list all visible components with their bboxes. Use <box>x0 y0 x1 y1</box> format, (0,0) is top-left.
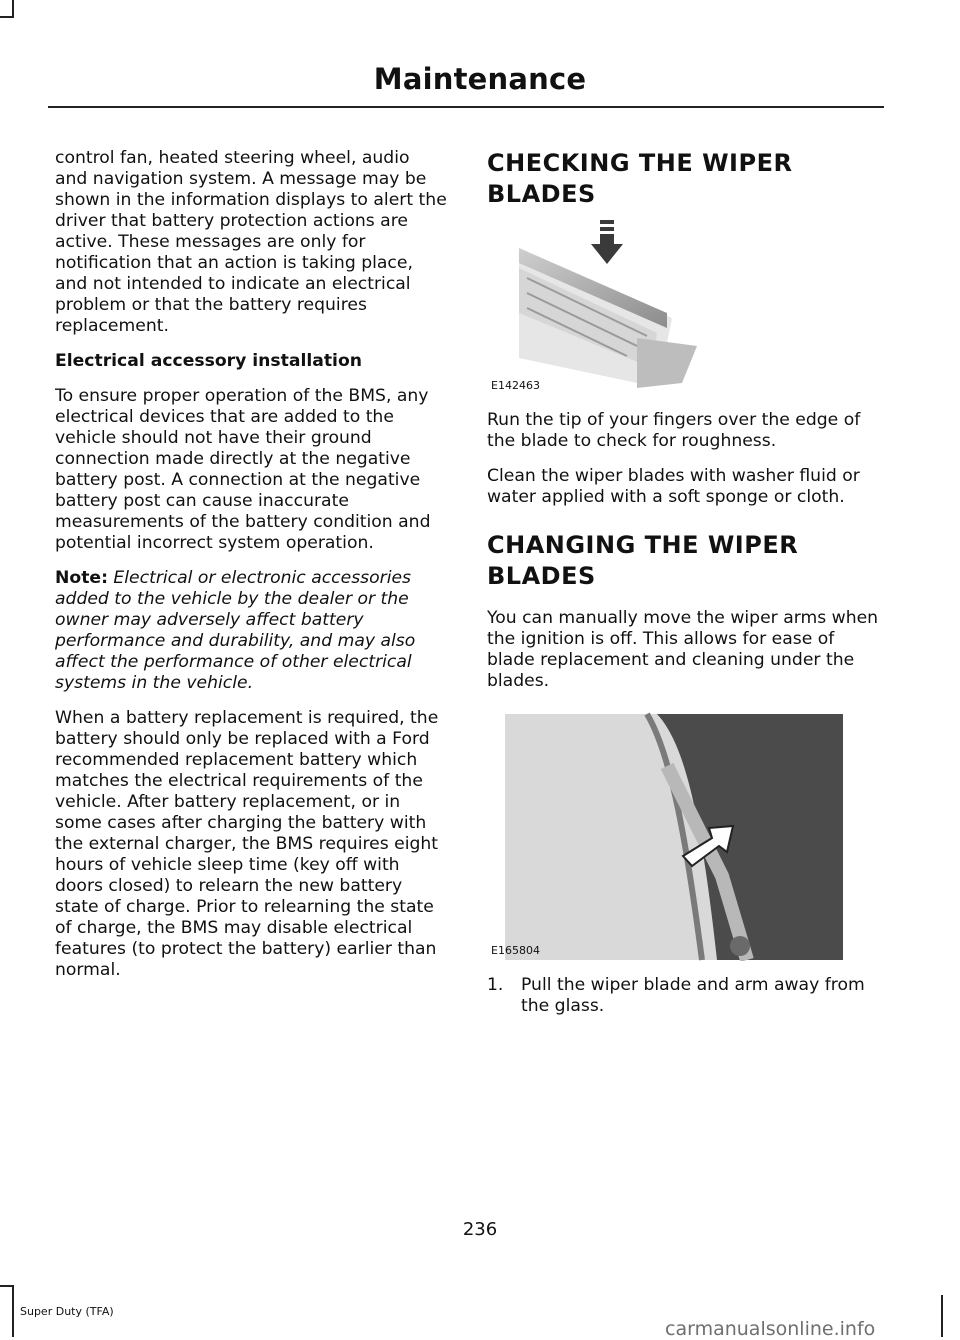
wiper-blade-illustration <box>487 218 702 396</box>
paragraph: control fan, heated steering wheel, audio and navigation system. A message may be shown in the information displays to alert the driver that battery protection actions are active. These messages are only for notification that an action is taking place, and not intended to indicate an electrical problem or that the battery requires replacement. <box>55 148 447 336</box>
right-column <box>487 148 882 1017</box>
paragraph: You can manually move the wiper arms when the ignition is off. This allows for ease of blade replacement and cleaning under the blades. <box>487 608 879 691</box>
note-label: Note: <box>55 568 108 588</box>
wiper-blade-figure <box>487 218 702 396</box>
section-heading: CHANGING THE WIPER BLADES <box>487 531 799 590</box>
left-column <box>55 148 447 995</box>
paragraph: Run the tip of your fingers over the edge of the blade to check for roughness. <box>487 410 861 451</box>
figure-code: E142463 <box>491 379 540 392</box>
page-title: Maintenance <box>373 62 587 96</box>
section-heading: CHECKING THE WIPER BLADES <box>487 149 793 208</box>
figure-code: E165804 <box>491 944 540 957</box>
crop-mark <box>0 1285 14 1287</box>
note-text: Electrical or electronic accessories added to the vehicle by the dealer or the owner may adversely affect battery performance and durability, and may also affect the performance of other electrical systems in the vehicle. <box>55 568 416 693</box>
header-divider <box>48 106 884 108</box>
instruction-step <box>487 975 882 1017</box>
crop-mark <box>941 1295 943 1337</box>
subheading: Electrical accessory installation <box>55 351 362 371</box>
paragraph: To ensure proper operation of the BMS, any electrical devices that are added to the vehicle should not have their ground connection made directly at the negative battery post. A connection at the negative battery post can cause inaccurate measurements of the battery condition and potential incorrect system operation. <box>55 386 431 553</box>
crop-mark <box>0 16 14 18</box>
crop-mark <box>12 1285 14 1337</box>
wiper-arm-illustration <box>487 706 847 961</box>
paragraph: When a battery replacement is required, the battery should only be replaced with a Ford recommended replacement battery which matches the electrical requirements of the vehicle. After battery replacement, or in some cases after charging the battery with the external charger, the BMS requires eight hours of vehicle sleep time (key off with doors closed) to relearn the new battery state of charge. Prior to relearning the state of charge, the BMS may disable electrical features (to protect the battery) earlier than normal. <box>55 708 439 980</box>
wiper-arm-figure <box>487 706 847 961</box>
paragraph: Clean the wiper blades with washer fluid or water applied with a soft sponge or cloth. <box>487 466 860 507</box>
footer-model: Super Duty (TFA) <box>20 1305 114 1318</box>
step-text: Pull the wiper blade and arm away from the glass. <box>521 975 865 1016</box>
watermark: carmanualsonline.info <box>665 1318 876 1340</box>
page-number: 236 <box>462 1219 498 1240</box>
step-number: 1. <box>487 975 504 995</box>
note <box>55 568 447 694</box>
